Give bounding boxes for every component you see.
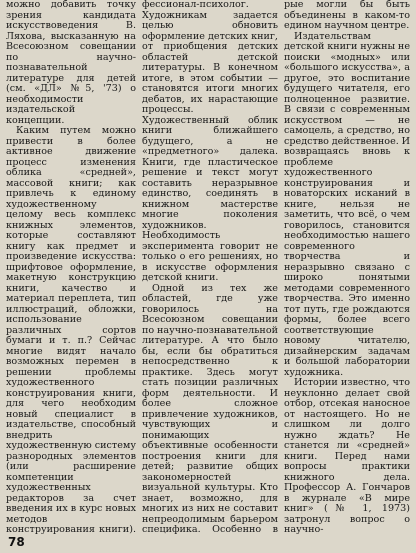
paragraph: Каким путем можно привести в более активное движение процесс изменения облика «средней», массовой книги; как привлечь к единому художественному целому весь комплекс книжных элементов, которые составляют книгу как предмет и произведение искусства: шрифтовое оформление, макетную конструкцию книги, качество и материал переплета, тип иллюстраций, обложки, использование различных сортов бумаги и т. п.? Сейчас многие видят начало возможных перемен в решении проблемы художественного конструирования книги, для чего необходим новый специалист в издательстве, способный внедрить художественную систему разнородных элементов (или расширение компетенции художественных редакторов за счет введения их в курс новых методов конструирования книги). [6, 125, 136, 534]
paragraph: Издательствам детской книги нужны не поиски «модных» или «большого искусства», а другое, это воспитание будущего читателя, его полноценное развитие. В связи с современным искусством — не самоцель, а средство, но средство действенное. И возвращаясь вновь к проблеме художественного конструирования и новаторских исканий в книге, нельзя не заметить, что всё, о чем говорилось, становится необходимостью нашего современного творчества и неразрывно связано с широко понятыми методами современного творчества. Это именно тот путь, где рождаются формы, более всего соответствующие новому читателю, дизайнерским задачам и большой лаборатории художника. [284, 30, 410, 378]
column-2 [142, 0, 278, 534]
page-number: 78 [8, 535, 25, 549]
column-1 [6, 0, 136, 534]
text-columns [6, 0, 410, 534]
paragraph: можно добавить точку зрения кандидата искусствоведения В. Ляхова, высказанную на Всесоюзном совещании по научно-познавательной литературе для детей (см. «ДЛ» №5, '73) о необходимости издательской концепции. [6, 0, 136, 126]
paragraph: фессионал-психолог. Художникам задается целью обновить оформление детских книг, от приобщения детских областей детской литературы. В конечном итоге, в этом событии — становятся итоги многих дебатов, их нарастающие процессы. Художественный облик книги ближайшего будущего, а не «предметного» далека. Книги, где пластическое решение и текст могут составить неразрывное единство, соединять в книжном мастерстве многие поколения художников. Необходимость эксперимента говорит не только о его решениях, но в искусстве оформления детской книги. [142, 0, 278, 283]
paragraph: рые могли бы быть объединены в каком-то едином научном центре. [284, 0, 410, 31]
paragraph: Истории известно, что неуклонно делает свой отбор, отсекая наносное от настоящего. Но не слишком ли долго нужно ждать? Не станется ли «средней» книги. Перед нами вопросы практики книжного дела. Профессор А. Гончаров в журнале «В мире книг» (№ 1, 1973) затронул вопрос о научно- [284, 377, 410, 534]
column-3 [284, 0, 410, 534]
paragraph: Одной из тех же областей, где уже говорилось на Всесоюзном совещании по научно-познавательной литературе. А что было бы, если бы обратиться непосредственно к практике. Здесь могут стать позиции различных форм деятельности. И более сложное привлечение художников, чувствующих и понимающих объективные особенности построения книги для детей; развитие общих закономерностей визуальной культуры. Кто знает, возможно, для многих из них не составит непреодолимым барьером специфика. Особенно в [142, 282, 278, 534]
